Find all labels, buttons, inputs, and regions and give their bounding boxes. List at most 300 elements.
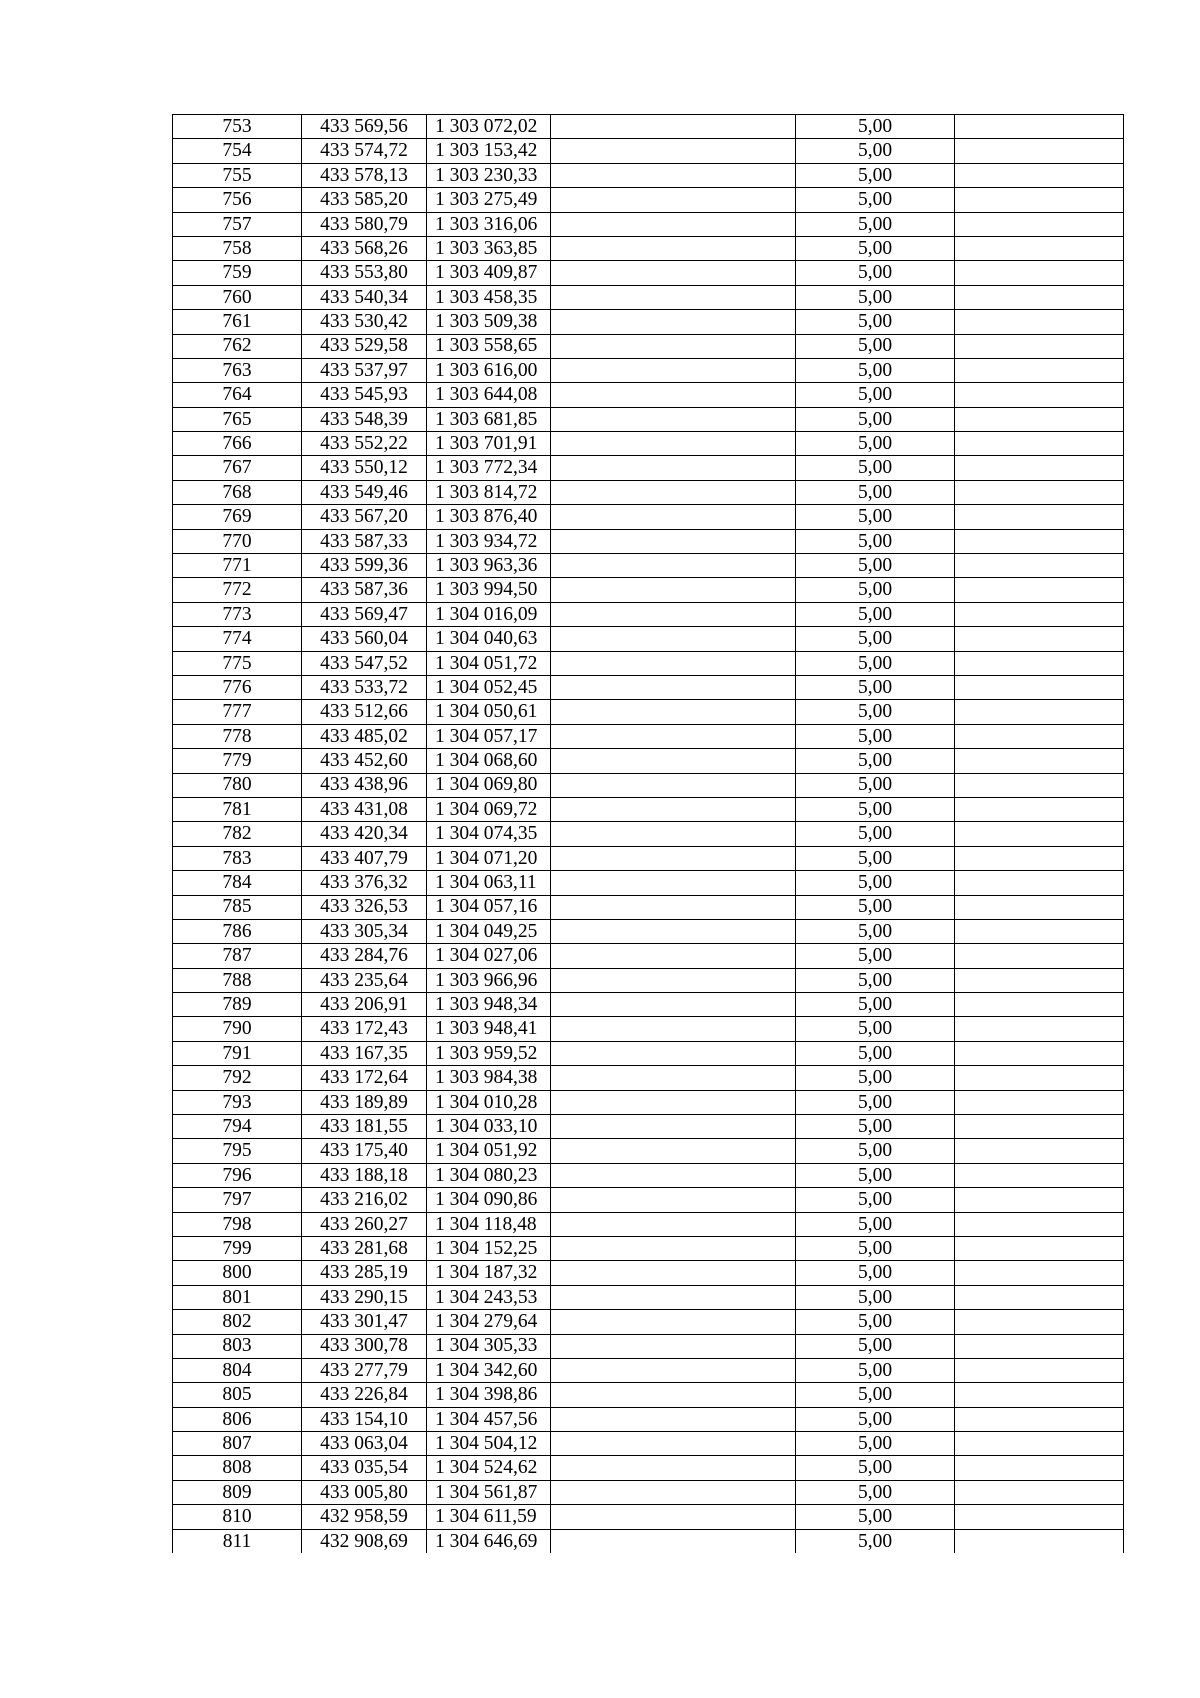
empty-cell — [955, 651, 1124, 675]
error-value-cell: 5,00 — [796, 871, 955, 895]
point-number-cell: 781 — [173, 797, 302, 821]
empty-cell — [955, 358, 1124, 382]
table-row — [173, 334, 1124, 358]
table-row — [173, 1115, 1124, 1139]
y-coordinate-cell: 1 304 080,23 — [427, 1163, 551, 1187]
y-coordinate-cell: 1 304 050,61 — [427, 700, 551, 724]
point-number-cell: 764 — [173, 383, 302, 407]
table-row — [173, 1480, 1124, 1504]
error-value-cell: 5,00 — [796, 285, 955, 309]
empty-cell — [955, 627, 1124, 651]
error-value-cell: 5,00 — [796, 261, 955, 285]
empty-cell — [955, 163, 1124, 187]
x-coordinate-cell: 433 547,52 — [302, 651, 427, 675]
empty-cell — [551, 529, 796, 553]
empty-cell — [955, 529, 1124, 553]
empty-cell — [551, 139, 796, 163]
y-coordinate-cell: 1 304 069,80 — [427, 773, 551, 797]
empty-cell — [551, 968, 796, 992]
empty-cell — [955, 139, 1124, 163]
table-row — [173, 1188, 1124, 1212]
empty-cell — [955, 871, 1124, 895]
y-coordinate-cell: 1 304 074,35 — [427, 822, 551, 846]
table-row — [173, 944, 1124, 968]
empty-cell — [955, 1041, 1124, 1065]
x-coordinate-cell: 433 553,80 — [302, 261, 427, 285]
point-number-cell: 797 — [173, 1188, 302, 1212]
empty-cell — [551, 1139, 796, 1163]
y-coordinate-cell: 1 304 069,72 — [427, 797, 551, 821]
error-value-cell: 5,00 — [796, 1139, 955, 1163]
x-coordinate-cell: 433 587,36 — [302, 578, 427, 602]
x-coordinate-cell: 433 420,34 — [302, 822, 427, 846]
x-coordinate-cell: 433 188,18 — [302, 1163, 427, 1187]
x-coordinate-cell: 433 580,79 — [302, 212, 427, 236]
table-row — [173, 1261, 1124, 1285]
empty-cell — [551, 480, 796, 504]
empty-cell — [551, 1041, 796, 1065]
x-coordinate-cell: 433 548,39 — [302, 407, 427, 431]
empty-cell — [551, 1383, 796, 1407]
x-coordinate-cell: 433 540,34 — [302, 285, 427, 309]
error-value-cell: 5,00 — [796, 1212, 955, 1236]
error-value-cell: 5,00 — [796, 1383, 955, 1407]
x-coordinate-cell: 433 578,13 — [302, 163, 427, 187]
empty-cell — [551, 505, 796, 529]
empty-cell — [955, 261, 1124, 285]
table-row — [173, 602, 1124, 626]
empty-cell — [551, 163, 796, 187]
point-number-cell: 758 — [173, 236, 302, 260]
table-row — [173, 627, 1124, 651]
x-coordinate-cell: 433 281,68 — [302, 1236, 427, 1260]
point-number-cell: 755 — [173, 163, 302, 187]
point-number-cell: 769 — [173, 505, 302, 529]
empty-cell — [955, 1261, 1124, 1285]
error-value-cell: 5,00 — [796, 334, 955, 358]
table-row — [173, 212, 1124, 236]
table-row — [173, 1383, 1124, 1407]
table-row — [173, 1066, 1124, 1090]
x-coordinate-cell: 432 908,69 — [302, 1529, 427, 1553]
empty-cell — [551, 919, 796, 943]
empty-cell — [955, 797, 1124, 821]
y-coordinate-cell: 1 304 279,64 — [427, 1310, 551, 1334]
table-row — [173, 578, 1124, 602]
x-coordinate-cell: 433 260,27 — [302, 1212, 427, 1236]
point-number-cell: 808 — [173, 1456, 302, 1480]
point-number-cell: 787 — [173, 944, 302, 968]
y-coordinate-cell: 1 304 504,12 — [427, 1432, 551, 1456]
error-value-cell: 5,00 — [796, 212, 955, 236]
point-number-cell: 802 — [173, 1310, 302, 1334]
x-coordinate-cell: 433 035,54 — [302, 1456, 427, 1480]
error-value-cell: 5,00 — [796, 1432, 955, 1456]
point-number-cell: 805 — [173, 1383, 302, 1407]
table-row — [173, 749, 1124, 773]
x-coordinate-cell: 433 154,10 — [302, 1407, 427, 1431]
y-coordinate-cell: 1 303 984,38 — [427, 1066, 551, 1090]
x-coordinate-cell: 433 206,91 — [302, 993, 427, 1017]
y-coordinate-cell: 1 304 071,20 — [427, 846, 551, 870]
point-number-cell: 796 — [173, 1163, 302, 1187]
empty-cell — [955, 700, 1124, 724]
y-coordinate-cell: 1 303 876,40 — [427, 505, 551, 529]
empty-cell — [551, 1310, 796, 1334]
x-coordinate-cell: 433 005,80 — [302, 1480, 427, 1504]
table-row — [173, 139, 1124, 163]
empty-cell — [551, 944, 796, 968]
table-row — [173, 675, 1124, 699]
empty-cell — [551, 310, 796, 334]
empty-cell — [955, 1383, 1124, 1407]
table-row — [173, 285, 1124, 309]
point-number-cell: 809 — [173, 1480, 302, 1504]
empty-cell — [955, 480, 1124, 504]
x-coordinate-cell: 433 438,96 — [302, 773, 427, 797]
table-row — [173, 1163, 1124, 1187]
y-coordinate-cell: 1 303 509,38 — [427, 310, 551, 334]
y-coordinate-cell: 1 304 611,59 — [427, 1505, 551, 1529]
x-coordinate-cell: 433 512,66 — [302, 700, 427, 724]
empty-cell — [955, 1212, 1124, 1236]
y-coordinate-cell: 1 304 016,09 — [427, 602, 551, 626]
empty-cell — [551, 1212, 796, 1236]
empty-cell — [955, 212, 1124, 236]
x-coordinate-cell: 433 568,26 — [302, 236, 427, 260]
y-coordinate-cell: 1 304 057,17 — [427, 724, 551, 748]
y-coordinate-cell: 1 303 316,06 — [427, 212, 551, 236]
point-number-cell: 768 — [173, 480, 302, 504]
point-number-cell: 761 — [173, 310, 302, 334]
y-coordinate-cell: 1 304 040,63 — [427, 627, 551, 651]
empty-cell — [551, 334, 796, 358]
x-coordinate-cell: 433 537,97 — [302, 358, 427, 382]
y-coordinate-cell: 1 303 409,87 — [427, 261, 551, 285]
error-value-cell: 5,00 — [796, 968, 955, 992]
table-row — [173, 1212, 1124, 1236]
empty-cell — [551, 1407, 796, 1431]
empty-cell — [955, 1017, 1124, 1041]
empty-cell — [955, 432, 1124, 456]
x-coordinate-cell: 433 172,43 — [302, 1017, 427, 1041]
point-number-cell: 799 — [173, 1236, 302, 1260]
empty-cell — [955, 310, 1124, 334]
empty-cell — [551, 846, 796, 870]
empty-cell — [955, 1407, 1124, 1431]
table-row — [173, 773, 1124, 797]
empty-cell — [551, 651, 796, 675]
empty-cell — [955, 1529, 1124, 1553]
empty-cell — [955, 383, 1124, 407]
empty-cell — [551, 1090, 796, 1114]
empty-cell — [551, 1188, 796, 1212]
x-coordinate-cell: 433 301,47 — [302, 1310, 427, 1334]
point-number-cell: 775 — [173, 651, 302, 675]
empty-cell — [551, 1285, 796, 1309]
point-number-cell: 771 — [173, 554, 302, 578]
error-value-cell: 5,00 — [796, 578, 955, 602]
y-coordinate-cell: 1 304 457,56 — [427, 1407, 551, 1431]
error-value-cell: 5,00 — [796, 1115, 955, 1139]
point-number-cell: 753 — [173, 115, 302, 139]
empty-cell — [551, 261, 796, 285]
y-coordinate-cell: 1 303 153,42 — [427, 139, 551, 163]
y-coordinate-cell: 1 304 243,53 — [427, 1285, 551, 1309]
table-row — [173, 383, 1124, 407]
table-row — [173, 1041, 1124, 1065]
point-number-cell: 777 — [173, 700, 302, 724]
empty-cell — [955, 1310, 1124, 1334]
empty-cell — [551, 188, 796, 212]
y-coordinate-cell: 1 303 363,85 — [427, 236, 551, 260]
point-number-cell: 791 — [173, 1041, 302, 1065]
empty-cell — [551, 602, 796, 626]
point-number-cell: 800 — [173, 1261, 302, 1285]
empty-cell — [955, 895, 1124, 919]
point-number-cell: 795 — [173, 1139, 302, 1163]
table-row — [173, 1310, 1124, 1334]
y-coordinate-cell: 1 304 342,60 — [427, 1358, 551, 1382]
error-value-cell: 5,00 — [796, 1261, 955, 1285]
point-number-cell: 782 — [173, 822, 302, 846]
y-coordinate-cell: 1 304 052,45 — [427, 675, 551, 699]
y-coordinate-cell: 1 303 458,35 — [427, 285, 551, 309]
empty-cell — [955, 1090, 1124, 1114]
table-row — [173, 1358, 1124, 1382]
empty-cell — [551, 1480, 796, 1504]
y-coordinate-cell: 1 304 646,69 — [427, 1529, 551, 1553]
y-coordinate-cell: 1 304 063,11 — [427, 871, 551, 895]
empty-cell — [955, 407, 1124, 431]
empty-cell — [551, 1236, 796, 1260]
table-row — [173, 505, 1124, 529]
error-value-cell: 5,00 — [796, 944, 955, 968]
point-number-cell: 767 — [173, 456, 302, 480]
error-value-cell: 5,00 — [796, 432, 955, 456]
x-coordinate-cell: 433 305,34 — [302, 919, 427, 943]
empty-cell — [551, 700, 796, 724]
empty-cell — [955, 1480, 1124, 1504]
table-row — [173, 1407, 1124, 1431]
x-coordinate-cell: 433 431,08 — [302, 797, 427, 821]
x-coordinate-cell: 433 235,64 — [302, 968, 427, 992]
coordinates-table-body — [173, 115, 1124, 1554]
y-coordinate-cell: 1 303 966,96 — [427, 968, 551, 992]
x-coordinate-cell: 433 587,33 — [302, 529, 427, 553]
y-coordinate-cell: 1 304 305,33 — [427, 1334, 551, 1358]
coordinates-table — [172, 114, 1124, 1553]
error-value-cell: 5,00 — [796, 115, 955, 139]
empty-cell — [551, 1017, 796, 1041]
empty-cell — [551, 1432, 796, 1456]
error-value-cell: 5,00 — [796, 1163, 955, 1187]
point-number-cell: 759 — [173, 261, 302, 285]
point-number-cell: 756 — [173, 188, 302, 212]
x-coordinate-cell: 433 226,84 — [302, 1383, 427, 1407]
y-coordinate-cell: 1 304 057,16 — [427, 895, 551, 919]
error-value-cell: 5,00 — [796, 163, 955, 187]
y-coordinate-cell: 1 303 616,00 — [427, 358, 551, 382]
error-value-cell: 5,00 — [796, 1407, 955, 1431]
empty-cell — [955, 1334, 1124, 1358]
empty-cell — [955, 1066, 1124, 1090]
error-value-cell: 5,00 — [796, 554, 955, 578]
point-number-cell: 783 — [173, 846, 302, 870]
x-coordinate-cell: 433 175,40 — [302, 1139, 427, 1163]
error-value-cell: 5,00 — [796, 846, 955, 870]
point-number-cell: 788 — [173, 968, 302, 992]
error-value-cell: 5,00 — [796, 724, 955, 748]
point-number-cell: 784 — [173, 871, 302, 895]
point-number-cell: 779 — [173, 749, 302, 773]
x-coordinate-cell: 433 545,93 — [302, 383, 427, 407]
error-value-cell: 5,00 — [796, 797, 955, 821]
empty-cell — [955, 188, 1124, 212]
error-value-cell: 5,00 — [796, 1285, 955, 1309]
x-coordinate-cell: 433 181,55 — [302, 1115, 427, 1139]
table-row — [173, 846, 1124, 870]
x-coordinate-cell: 433 167,35 — [302, 1041, 427, 1065]
x-coordinate-cell: 433 189,89 — [302, 1090, 427, 1114]
y-coordinate-cell: 1 304 049,25 — [427, 919, 551, 943]
error-value-cell: 5,00 — [796, 1041, 955, 1065]
table-row — [173, 700, 1124, 724]
error-value-cell: 5,00 — [796, 700, 955, 724]
x-coordinate-cell: 433 585,20 — [302, 188, 427, 212]
empty-cell — [955, 115, 1124, 139]
table-row — [173, 1236, 1124, 1260]
x-coordinate-cell: 433 407,79 — [302, 846, 427, 870]
point-number-cell: 785 — [173, 895, 302, 919]
y-coordinate-cell: 1 303 072,02 — [427, 115, 551, 139]
table-row — [173, 310, 1124, 334]
empty-cell — [551, 1456, 796, 1480]
empty-cell — [551, 1358, 796, 1382]
point-number-cell: 811 — [173, 1529, 302, 1553]
point-number-cell: 789 — [173, 993, 302, 1017]
empty-cell — [955, 724, 1124, 748]
x-coordinate-cell: 433 326,53 — [302, 895, 427, 919]
empty-cell — [551, 993, 796, 1017]
error-value-cell: 5,00 — [796, 602, 955, 626]
error-value-cell: 5,00 — [796, 358, 955, 382]
error-value-cell: 5,00 — [796, 1505, 955, 1529]
point-number-cell: 778 — [173, 724, 302, 748]
point-number-cell: 762 — [173, 334, 302, 358]
y-coordinate-cell: 1 304 090,86 — [427, 1188, 551, 1212]
empty-cell — [551, 432, 796, 456]
error-value-cell: 5,00 — [796, 651, 955, 675]
x-coordinate-cell: 433 550,12 — [302, 456, 427, 480]
error-value-cell: 5,00 — [796, 773, 955, 797]
error-value-cell: 5,00 — [796, 1358, 955, 1382]
point-number-cell: 754 — [173, 139, 302, 163]
empty-cell — [551, 895, 796, 919]
empty-cell — [955, 334, 1124, 358]
table-row — [173, 432, 1124, 456]
x-coordinate-cell: 433 530,42 — [302, 310, 427, 334]
table-row — [173, 871, 1124, 895]
empty-cell — [955, 578, 1124, 602]
empty-cell — [955, 1358, 1124, 1382]
x-coordinate-cell: 433 560,04 — [302, 627, 427, 651]
x-coordinate-cell: 433 485,02 — [302, 724, 427, 748]
point-number-cell: 760 — [173, 285, 302, 309]
x-coordinate-cell: 433 277,79 — [302, 1358, 427, 1382]
empty-cell — [551, 675, 796, 699]
x-coordinate-cell: 433 063,04 — [302, 1432, 427, 1456]
error-value-cell: 5,00 — [796, 675, 955, 699]
empty-cell — [955, 1115, 1124, 1139]
empty-cell — [955, 675, 1124, 699]
error-value-cell: 5,00 — [796, 236, 955, 260]
error-value-cell: 5,00 — [796, 993, 955, 1017]
error-value-cell: 5,00 — [796, 895, 955, 919]
y-coordinate-cell: 1 303 948,34 — [427, 993, 551, 1017]
error-value-cell: 5,00 — [796, 188, 955, 212]
table-row — [173, 554, 1124, 578]
table-row — [173, 993, 1124, 1017]
x-coordinate-cell: 433 284,76 — [302, 944, 427, 968]
point-number-cell: 798 — [173, 1212, 302, 1236]
empty-cell — [551, 456, 796, 480]
empty-cell — [551, 212, 796, 236]
empty-cell — [551, 797, 796, 821]
point-number-cell: 801 — [173, 1285, 302, 1309]
point-number-cell: 766 — [173, 432, 302, 456]
y-coordinate-cell: 1 304 561,87 — [427, 1480, 551, 1504]
x-coordinate-cell: 433 290,15 — [302, 1285, 427, 1309]
empty-cell — [551, 1115, 796, 1139]
point-number-cell: 803 — [173, 1334, 302, 1358]
y-coordinate-cell: 1 304 118,48 — [427, 1212, 551, 1236]
table-row — [173, 456, 1124, 480]
y-coordinate-cell: 1 304 051,72 — [427, 651, 551, 675]
empty-cell — [955, 749, 1124, 773]
empty-cell — [955, 1188, 1124, 1212]
point-number-cell: 794 — [173, 1115, 302, 1139]
y-coordinate-cell: 1 304 051,92 — [427, 1139, 551, 1163]
error-value-cell: 5,00 — [796, 1480, 955, 1504]
empty-cell — [551, 1261, 796, 1285]
table-row — [173, 115, 1124, 139]
empty-cell — [955, 554, 1124, 578]
table-row — [173, 358, 1124, 382]
y-coordinate-cell: 1 304 033,10 — [427, 1115, 551, 1139]
point-number-cell: 793 — [173, 1090, 302, 1114]
y-coordinate-cell: 1 303 275,49 — [427, 188, 551, 212]
empty-cell — [551, 407, 796, 431]
error-value-cell: 5,00 — [796, 456, 955, 480]
x-coordinate-cell: 433 552,22 — [302, 432, 427, 456]
empty-cell — [955, 456, 1124, 480]
empty-cell — [551, 627, 796, 651]
table-row — [173, 1090, 1124, 1114]
error-value-cell: 5,00 — [796, 919, 955, 943]
x-coordinate-cell: 433 549,46 — [302, 480, 427, 504]
empty-cell — [955, 1236, 1124, 1260]
error-value-cell: 5,00 — [796, 1310, 955, 1334]
x-coordinate-cell: 433 300,78 — [302, 1334, 427, 1358]
empty-cell — [955, 1163, 1124, 1187]
table-row — [173, 724, 1124, 748]
table-row — [173, 407, 1124, 431]
error-value-cell: 5,00 — [796, 1529, 955, 1553]
error-value-cell: 5,00 — [796, 627, 955, 651]
empty-cell — [955, 602, 1124, 626]
x-coordinate-cell: 433 567,20 — [302, 505, 427, 529]
